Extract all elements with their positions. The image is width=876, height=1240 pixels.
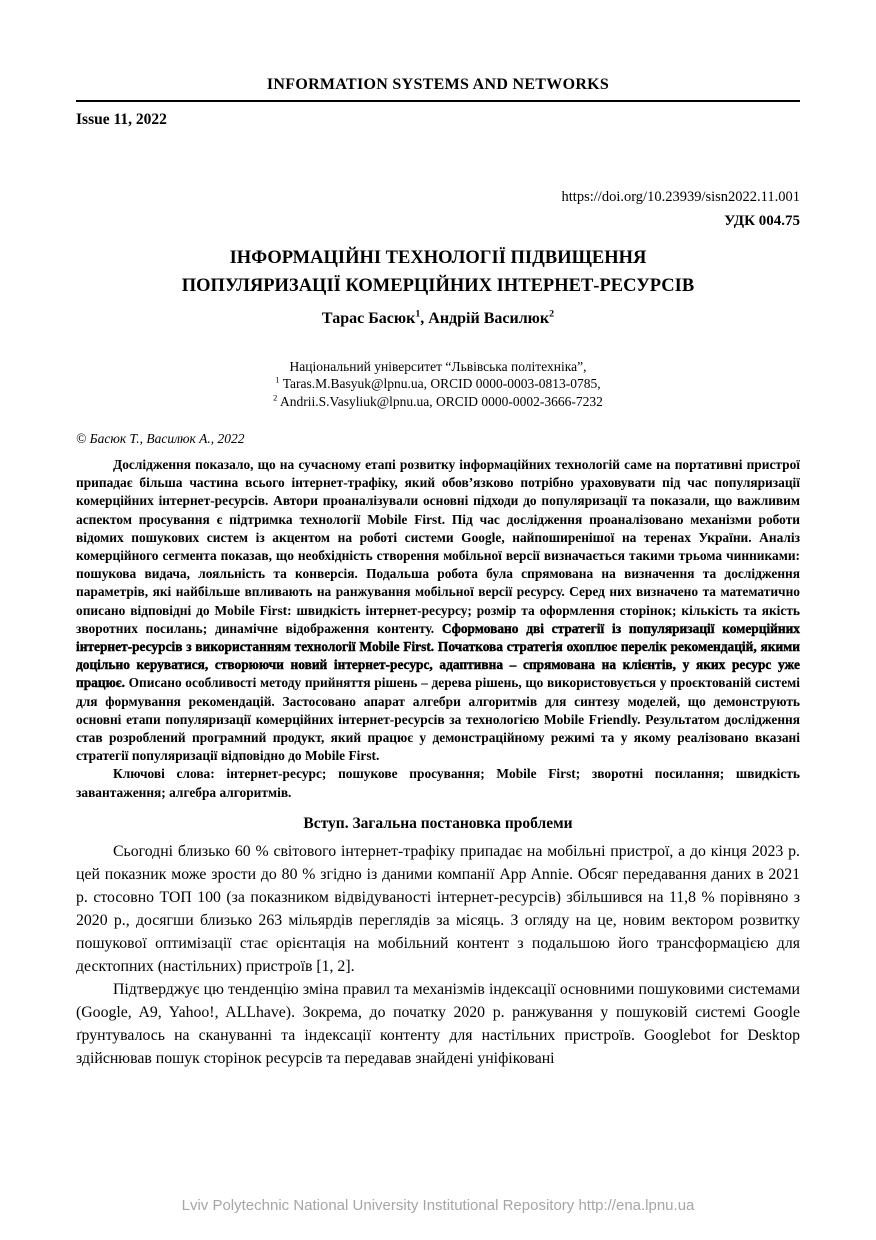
author-1-superscript: 1 [415, 308, 421, 320]
issue-label: Issue 11, 2022 [76, 111, 167, 128]
section-heading-introduction: Вступ. Загальна постановка проблеми [303, 814, 573, 832]
abstract [76, 456, 800, 802]
authors-separator: , [420, 309, 429, 327]
keywords-text: інтернет-ресурс; пошукове просування; Mobile First; зворотні посилання; швидкість завантаження; алгебра алгоритмів. [76, 766, 800, 800]
header-rule [76, 100, 800, 102]
article-meta [76, 189, 800, 230]
contact-1-email[interactable]: Taras.M.Basyuk@lpnu.ua, ORCID 0000-0003-0813-0785, [282, 376, 601, 392]
repository-footer [0, 1197, 876, 1214]
udc-label: УДК 004.75 [724, 213, 800, 229]
repository-footer-text[interactable]: Lviv Polytechnic National University Institutional Repository http://ena.lpnu.ua [181, 1197, 695, 1214]
contact-line-1 [76, 375, 800, 393]
contact-1-superscript: 1 [275, 375, 280, 385]
journal-title: INFORMATION SYSTEMS AND NETWORKS [266, 76, 610, 93]
abstract-part-3: Описано особливості методу прийняття рішень – дерева рішень, що використовується у проєктованій системі для формування рекомендацій. Застосовано апарат алгебри алгоритмів для синтезу моделей, що демонструють основні етапи популяризації комерційних інтернет-ресурсів за технологією Mobile Friendly. Результатом дослідження став розроблений програмний продукт, який працює у демонстраційному режимі та у якому реалізовано вказані стратегії популяризації відповідно до Mobile First. [76, 675, 800, 764]
article-title-line2: ПОПУЛЯРИЗАЦІЇ КОМЕРЦІЙНИХ ІНТЕРНЕТ-РЕСУРСІВ [181, 275, 695, 296]
keywords-paragraph [76, 765, 800, 801]
article-title [76, 245, 800, 301]
affiliation-line: Національний університет “Львівська політехніка”, [289, 358, 587, 374]
contact-2-email[interactable]: Andrii.S.Vasyliuk@lpnu.ua, ORCID 0000-0002-3666-7232 [279, 394, 603, 410]
author-2-superscript: 2 [549, 308, 555, 320]
doi-link[interactable]: https://doi.org/10.23939/sisn2022.11.001 [561, 189, 800, 205]
contact-line-2 [76, 393, 800, 411]
abstract-part-1: Дослідження показало, що на сучасному етапі розвитку інформаційних технологій саме на портативні пристрої припадає більша частина всього інтернет-трафіку, який обов’язково потрібно ураховувати під час популяризації комерційних інтернет-ресурсів. Автори проаналізували основні підходи до популяризації та показали, що важливим аспектом просування є підтримка технології Mobile First. Під час дослідження проаналізовано механізми роботи відомих пошукових систем із акцентом на роботі системи Google, найпоширенішої на теренах України. Аналіз комерційного сегмента показав, що необхідність створення мобільної версії визначається такими трьома чинниками: пошукова видача, лояльність та конверсія. Подальша робота була спрямована на визначення та дослідження параметрів, які найбільше впливають на ранжування мобільної версії ресурсу. Серед них визначено та математично описано відповідні до Mobile First: швидкість інтернет-ресурсу; розмір та оформлення сторінок; кількість та якість зворотних посилань; динамічне відображення контенту. [76, 456, 800, 636]
body-paragraph-1: Сьогодні близько 60 % світового інтернет-трафіку припадає на мобільні пристрої, а до кінця 2023 р. цей показник може зрости до 80 % згідно із даними компанії App Annie. Обсяг передавання даних в 2021 р. стосовно ТОП 100 (за показником відвідуваності інтернет-ресурсів) збільшився на 11,8 % порівняно з 2020 р., досягши близько 263 мільярдів переглядів за місяць. З огляду на це, новим вектором розвитку пошукової оптимізації стає орієнтація на мобільний контент з подальшою його трансформацією для десктопних (настільних) пристроїв [1, 2]. [76, 842, 800, 975]
contact-2-superscript: 2 [273, 393, 278, 403]
author-2: Андрій Василюк [428, 309, 550, 327]
abstract-part-2-emphasized: Сформовано дві стратегії із популяризації комерційних інтернет-ресурсів з використанням технології Mobile First. Початкова стратегія охоплює перелік рекомендацій, якими доцільно керуватися, створюючи новий інтернет-ресурс, адаптивна – спрямована на клієнтів, у яких ресурс уже працює. [76, 620, 801, 691]
body-paragraph-2: Підтверджує цю тенденцію зміна правил та механізмів індексації основними пошуковими системами (Google, A9, Yahoo!, ALLhave). Зокрема, до початку 2020 р. ранжування у пошуковій системі Google ґрунтувалось на скануванні та індексації контенту для настільних пристроїв. Googlebot for Desktop здійснював пошук сторінок ресурсів та передавав знайдені уніфіковані [76, 980, 800, 1067]
abstract-paragraph [76, 456, 800, 765]
article-title-line1: ІНФОРМАЦІЙНІ ТЕХНОЛОГІЇ ПІДВИЩЕННЯ [229, 248, 647, 268]
copyright-line: © Басюк Т., Василюк А., 2022 [76, 430, 245, 446]
keywords-label: Ключові слова: [113, 766, 215, 782]
author-1: Тарас Басюк [321, 309, 416, 327]
affiliation-block [76, 358, 800, 411]
authors-line [76, 310, 800, 328]
journal-header [76, 76, 800, 129]
